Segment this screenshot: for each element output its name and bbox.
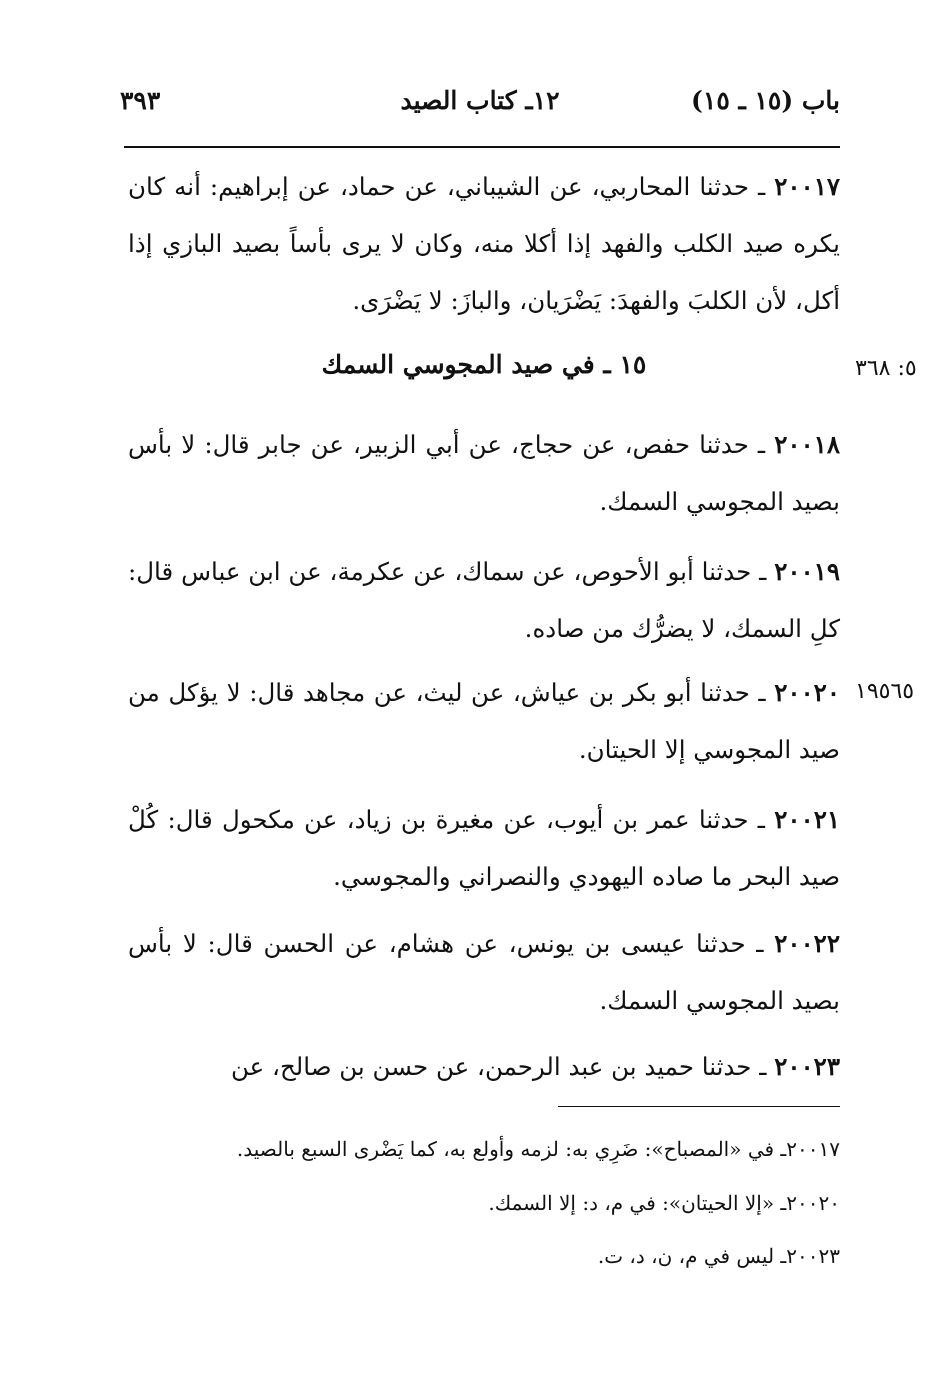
hadith-entry (128, 664, 840, 778)
hadith-number: ٢٠٠١٨ (774, 430, 840, 459)
hadith-entry (128, 543, 840, 657)
hadith-text: ـ حدثنا حفص، عن حجاج، عن أبي الزبير، عن جابر قال: لا بأس بصيد المجوسي السمك. (128, 430, 840, 516)
hadith-entry (128, 915, 840, 1029)
hadith-number: ٢٠٠٢٣ (774, 1052, 840, 1081)
hadith-number: ٢٠٠١٩ (774, 557, 840, 586)
page-number: ٣٩٣ (120, 86, 161, 115)
footnote: ٢٠٠٢٣ـ ليس في م، ن، د، ت. (597, 1244, 840, 1268)
hadith-number: ٢٠٠٢٠ (774, 678, 840, 707)
header-divider (124, 146, 840, 148)
hadith-entry (128, 1038, 840, 1095)
hadith-text: ـ حدثنا أبو بكر بن عياش، عن ليث، عن مجاهد قال: لا يؤكل من صيد المجوسي إلا الحيتان. (128, 678, 840, 764)
hadith-entry (128, 158, 840, 329)
hadith-number: ٢٠٠٢١ (774, 805, 841, 834)
entry-margin-reference: ١٩٥٦٥ (855, 679, 915, 704)
chapter-reference: باب (١٥ ـ ١٥) (691, 86, 840, 115)
hadith-entry (128, 791, 840, 905)
footnote: ٢٠٠١٧ـ في «المصباح»: ضَرِي به: لزمه وأولع به، كما يَضْرى السبع بالصيد. (236, 1137, 840, 1161)
section-title: ١٥ ـ في صيد المجوسي السمك (321, 350, 647, 379)
footnote-divider (558, 1106, 840, 1107)
section-margin-reference: ٥: ٣٦٨ (855, 356, 917, 381)
hadith-text: ـ حدثنا أبو الأحوص، عن سماك، عن عكرمة، عن ابن عباس قال: كلِ السمك، لا يضرُّك من صاده. (128, 557, 840, 643)
footnote: ٢٠٠٢٠ـ «إلا الحيتان»: في م، د: إلا السمك. (488, 1191, 840, 1215)
hadith-text: ـ حدثنا عيسى بن يونس، عن هشام، عن الحسن قال: لا بأس بصيد المجوسي السمك. (128, 929, 840, 1015)
book-title: ١٢ـ كتاب الصيد (400, 86, 560, 115)
hadith-number: ٢٠٠١٧ (774, 172, 841, 201)
hadith-entry (128, 416, 840, 530)
page-header (120, 86, 840, 126)
hadith-number: ٢٠٠٢٢ (774, 929, 840, 958)
hadith-text: ـ حدثنا حميد بن عبد الرحمن، عن حسن بن صالح، عن (230, 1052, 767, 1081)
hadith-text: ـ حدثنا المحاربي، عن الشيباني، عن حماد، عن إبراهيم: أنه كان يكره صيد الكلب والفهد إذا أكلا منه، وكان لا يرى بأساً بصيد البازي إذا أكل، لأن الكلبَ والفهدَ: يَضْرَيان، والبازَ: لا يَضْرَى. (128, 172, 840, 315)
hadith-text: ـ حدثنا عمر بن أيوب، عن مغيرة بن زياد، عن مكحول قال: كُلْ صيد البحر ما صاده اليهودي والنصراني والمجوسي. (128, 805, 840, 891)
